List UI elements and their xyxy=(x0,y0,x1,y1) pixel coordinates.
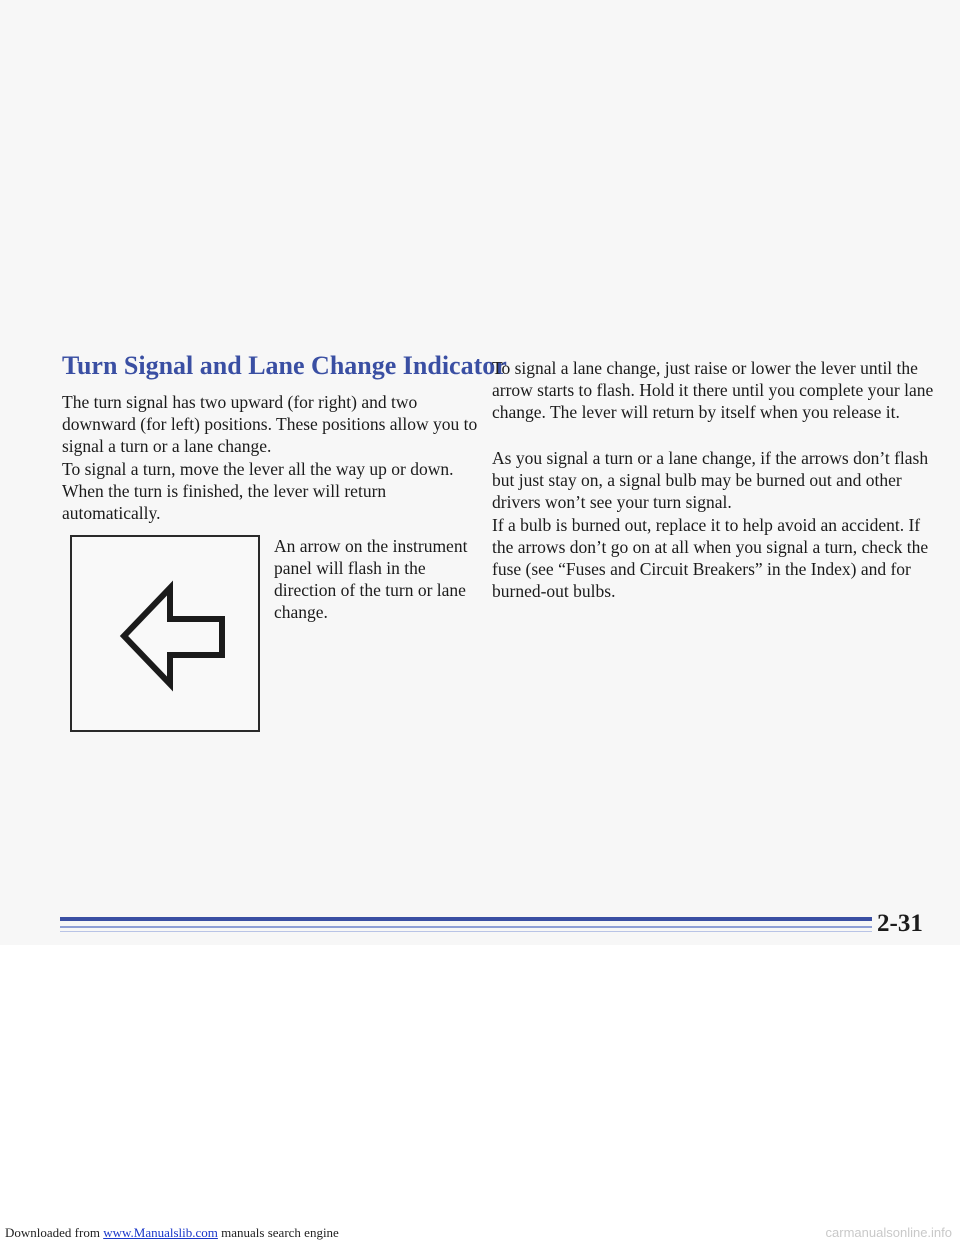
right-paragraph-2: As you signal a turn or a lane change, if the arrows don’t flash but just stay on, a signal bulb may be burned out and other drivers won’t see your turn signal. xyxy=(492,448,929,512)
page-number: 2-31 xyxy=(877,910,923,937)
figure-caption: An arrow on the instrument panel will flash in the direction of the turn or lane change. xyxy=(274,536,468,622)
section-heading: Turn Signal and Lane Change Indicator xyxy=(62,351,507,380)
watermark: carmanualsonline.info xyxy=(825,1225,952,1240)
left-arrow-outline-icon xyxy=(72,537,258,730)
turn-signal-figure xyxy=(70,535,260,732)
download-prefix: Downloaded from xyxy=(5,1225,100,1240)
manualslib-link[interactable]: www.Manualslib.com xyxy=(103,1225,218,1240)
download-credit xyxy=(5,1225,339,1241)
download-suffix: manuals search engine xyxy=(221,1225,339,1240)
left-paragraph-1: The turn signal has two upward (for right) and two downward (for left) positions. These positions allow you to signal a turn or a lane change. xyxy=(62,392,478,456)
footer-rule-thin xyxy=(60,931,872,932)
footer-rule-thick xyxy=(60,917,872,921)
right-paragraph-3: If a bulb is burned out, replace it to help avoid an accident. If the arrows don’t go on at all when you signal a turn, check the fuse (see “Fuses and Circuit Breakers” in the Index) and for burned-out bulbs. xyxy=(492,515,929,601)
left-paragraph-2: To signal a turn, move the lever all the way up or down. When the turn is finished, the lever will return automatically. xyxy=(62,459,454,523)
footer-rule-medium xyxy=(60,926,872,928)
right-paragraph-1: To signal a lane change, just raise or lower the lever until the arrow starts to flash. Hold it there until you complete your lane change. The lever will return by itself when you release it. xyxy=(492,358,934,422)
